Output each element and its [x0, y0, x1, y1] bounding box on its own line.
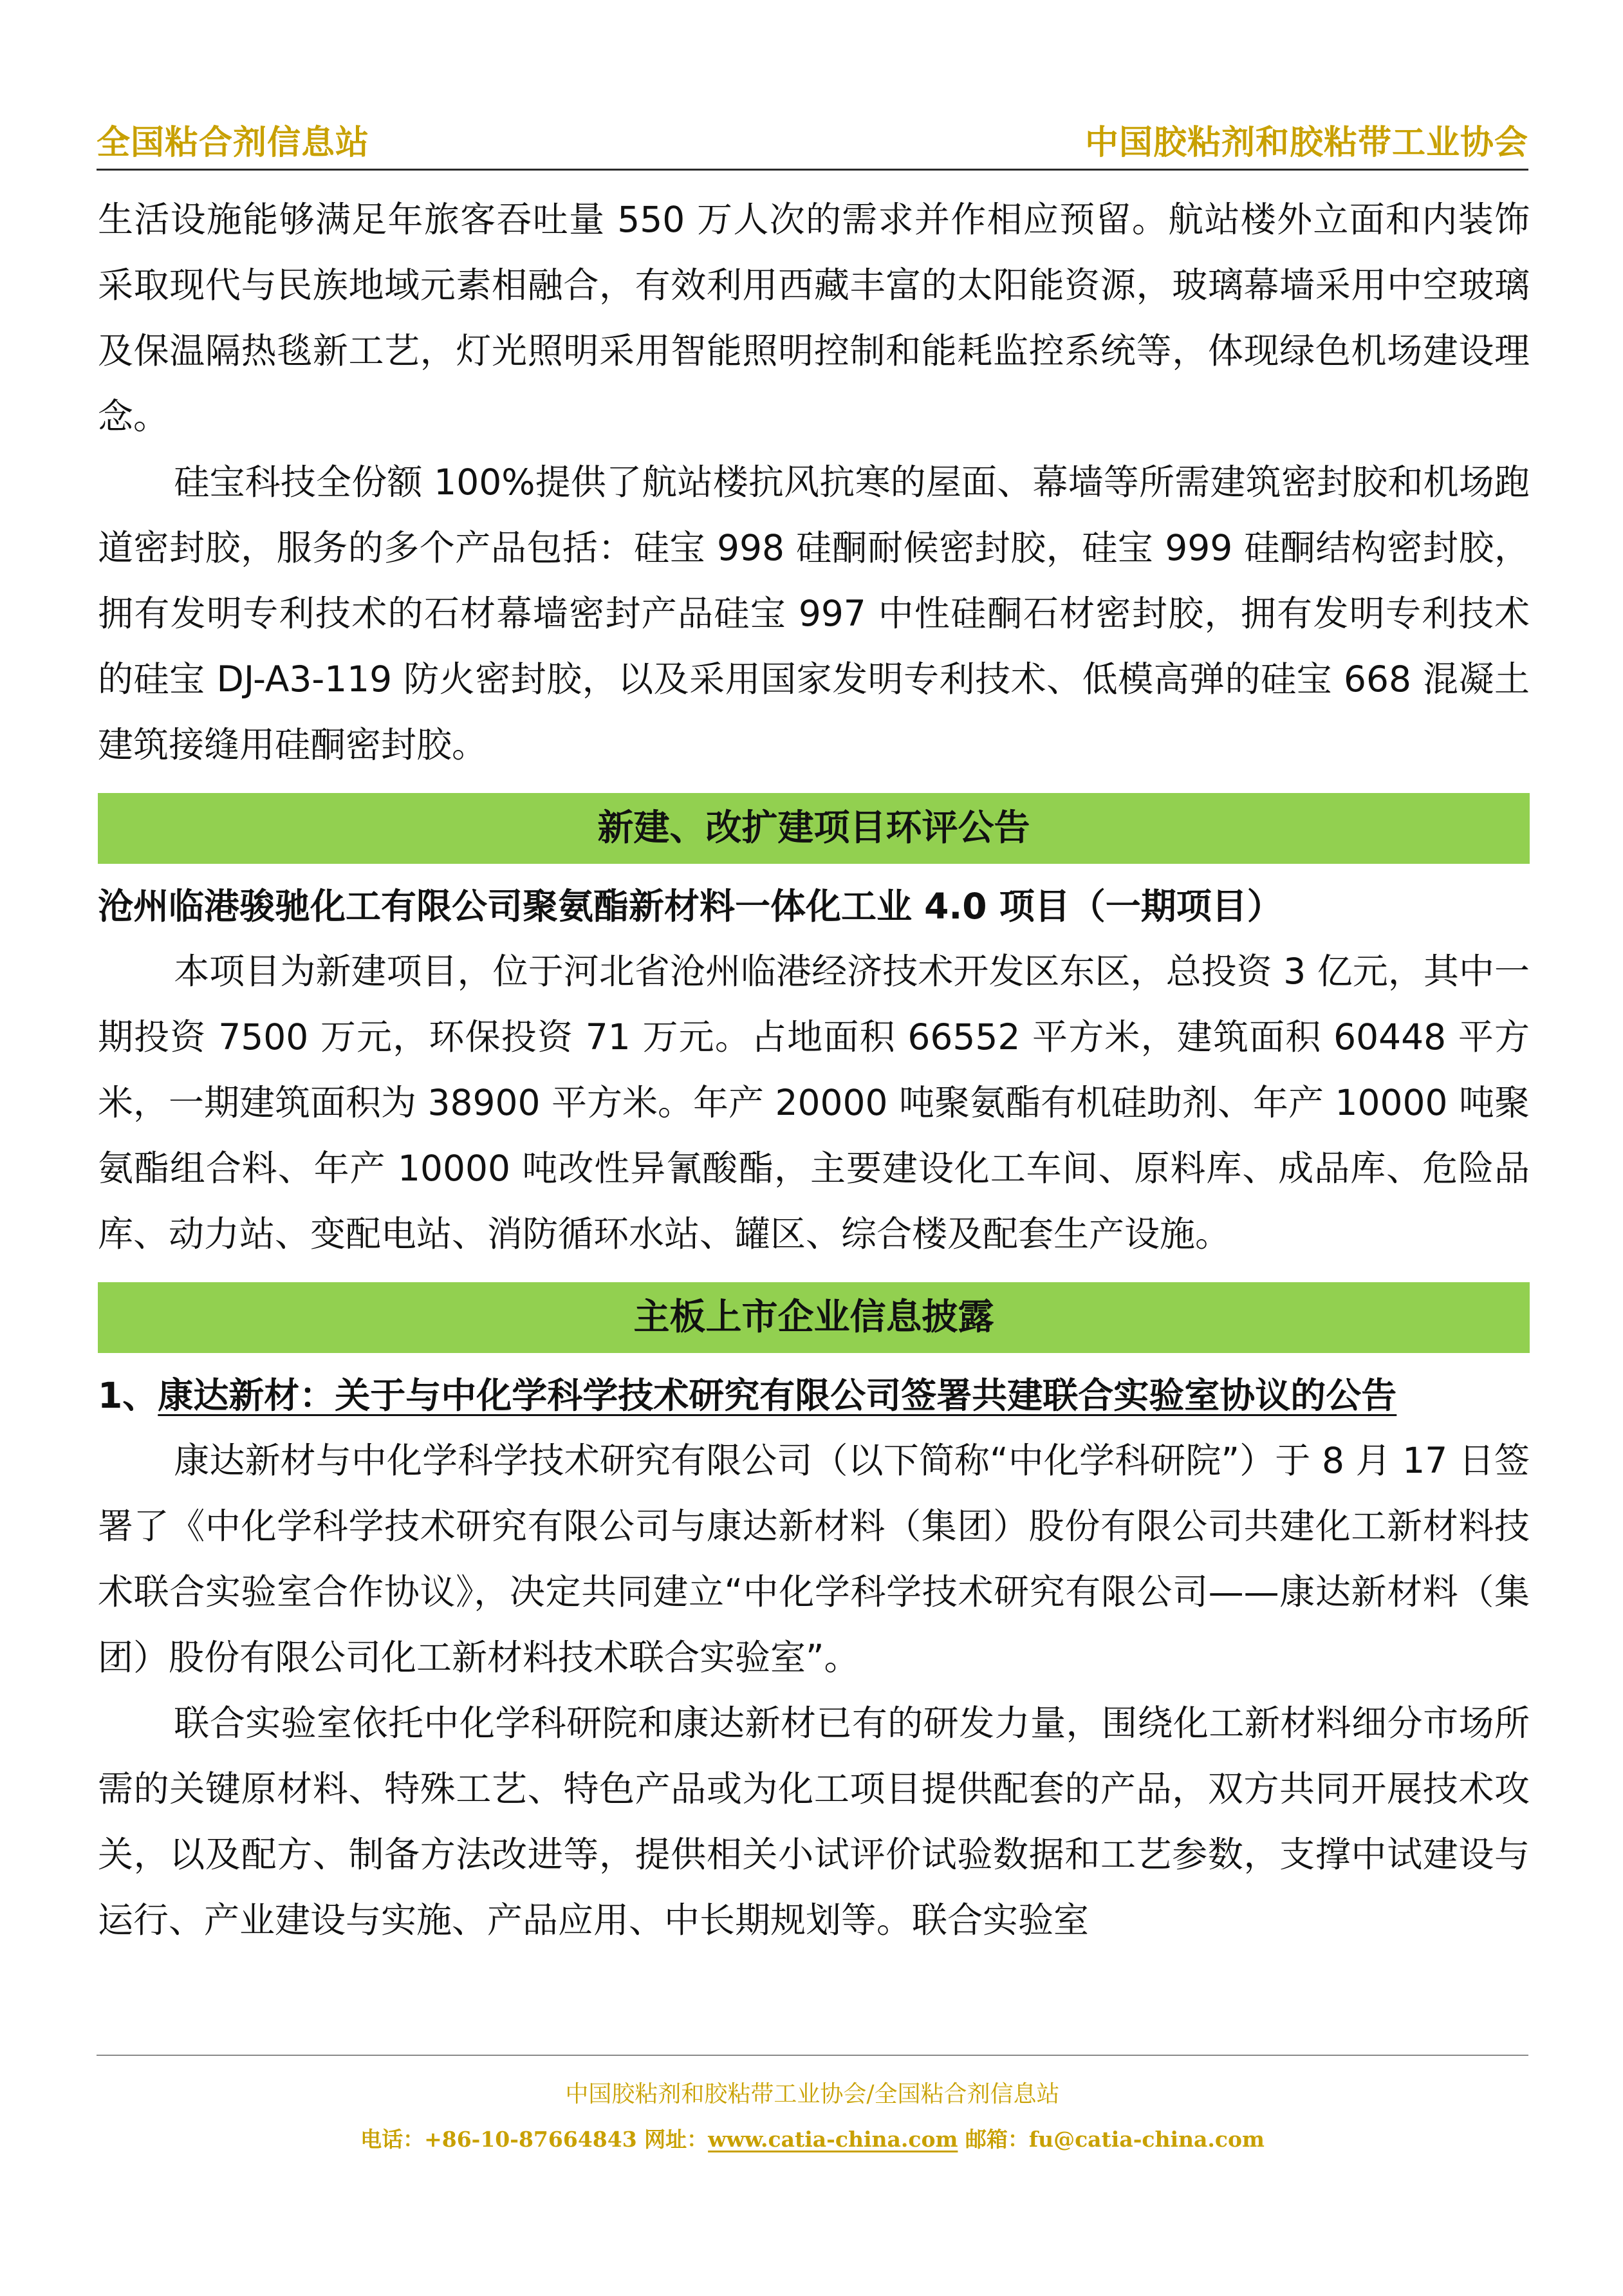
project-title: 沧州临港骏驰化工有限公司聚氨酯新材料一体化工业 4.0 项目（一期项目）	[98, 886, 1283, 927]
footer-contact	[97, 2123, 1528, 2153]
intro-paragraph-2: 硅宝科技全份额 100%提供了航站楼抗风抗寒的屋面、幕墙等所需建筑密封胶和机场跑道密封胶，服务的多个产品包括：硅宝 998 硅酮耐候密封胶，硅宝 999 硅酮结构密封胶，拥有发明专利技术的石材幕墙密封产品硅宝 997 中性硅酮石材密封胶，拥有发明专利技术的硅宝 DJ-A3-119 防火密封胶，以及采用国家发明专利技术、低模高弹的硅宝 668 混凝土建筑接缝用硅酮密封胶。	[98, 462, 1530, 765]
footer-divider	[97, 2055, 1528, 2056]
header-right-title: 中国胶粘剂和胶粘带工业协会	[1084, 123, 1528, 162]
announcement-title-text: 康达新材：关于与中化学科学技术研究有限公司签署共建联合实验室协议的公告	[158, 1375, 1397, 1416]
announcement-title	[98, 1363, 1530, 1428]
header-left-title: 全国粘合剂信息站	[97, 123, 370, 162]
page-content	[98, 187, 1530, 1953]
footer-organization: 中国胶粘剂和胶粘带工业协会/全国粘合剂信息站	[565, 2081, 1060, 2107]
section-heading-disclosure: 主板上市企业信息披露	[98, 1282, 1530, 1353]
announcement-number: 1、	[98, 1375, 158, 1416]
footer-email[interactable]: fu@catia-china.com	[1028, 2127, 1265, 2152]
announcement-paragraph-2: 联合实验室依托中化学科研院和康达新材已有的研发力量，围绕化工新材料细分市场所需的关键原材料、特殊工艺、特色产品或为化工项目提供配套的产品，双方共同开展技术攻关，以及配方、制备方法改进等，提供相关小试评价试验数据和工艺参数，支撑中试建设与运行、产业建设与实施、产品应用、中长期规划等。联合实验室	[98, 1703, 1530, 1941]
intro-paragraph-1: 生活设施能够满足年旅客吞吐量 550 万人次的需求并作相应预留。航站楼外立面和内装饰采取现代与民族地域元素相融合，有效利用西藏丰富的太阳能资源，玻璃幕墙采用中空玻璃及保温隔热毯新工艺，灯光照明采用智能照明控制和能耗监控系统等，体现绿色机场建设理念。	[98, 199, 1530, 437]
footer-phone-label: 电话：+86-10-87664843 网址：	[360, 2127, 709, 2152]
section-heading-eia: 新建、改扩建项目环评公告	[98, 793, 1530, 864]
running-header	[97, 117, 1528, 171]
footer-website-link[interactable]: www.catia-china.com	[708, 2127, 958, 2152]
footer-email-label: 邮箱：	[958, 2127, 1029, 2152]
announcement-paragraph-1: 康达新材与中化学科学技术研究有限公司（以下简称“中化学科研院”）于 8 月 17 日签署了《中化学科学技术研究有限公司与康达新材料（集团）股份有限公司共建化工新材料技术联合实验室合作协议》，决定共同建立“中化学科学技术研究有限公司——康达新材料（集团）股份有限公司化工新材料技术联合实验室”。	[98, 1440, 1530, 1678]
project-paragraph: 本项目为新建项目，位于河北省沧州临港经济技术开发区东区，总投资 3 亿元，其中一期投资 7500 万元，环保投资 71 万元。占地面积 66552 平方米，建筑面积 60448 平方米，一期建筑面积为 38900 平方米。年产 20000 吨聚氨酯有机硅助剂、年产 10000 吨聚氨酯组合料、年产 10000 吨改性异氰酸酯，主要建设化工车间、原料库、成品库、危险品库、动力站、变配电站、消防循环水站、罐区、综合楼及配套生产设施。	[98, 951, 1530, 1255]
